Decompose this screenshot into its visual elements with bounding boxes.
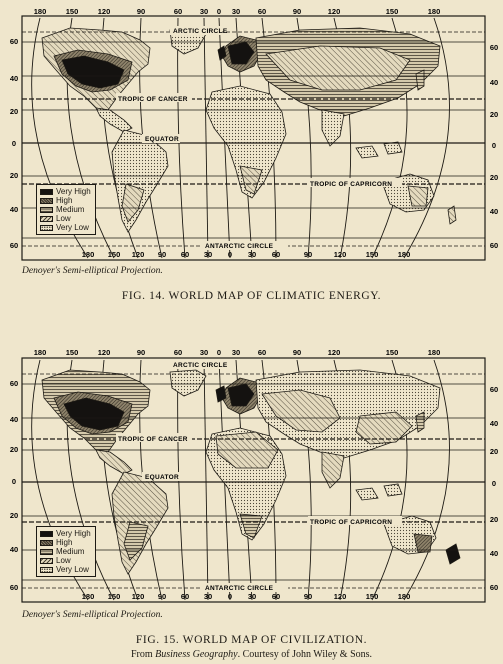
legend-label: Low xyxy=(56,556,71,565)
latitude-label: 20 xyxy=(9,107,19,116)
longitude-label: 150 xyxy=(107,592,121,601)
longitude-label: 30 xyxy=(231,7,241,16)
longitude-label: 120 xyxy=(333,592,347,601)
legend-entry xyxy=(40,547,91,556)
longitude-label: 120 xyxy=(333,250,347,259)
longitude-label: 0 xyxy=(216,7,222,16)
top-longitude-labels xyxy=(34,348,441,357)
indonesia xyxy=(356,146,378,158)
legend-swatch xyxy=(40,531,53,537)
longitude-label: 120 xyxy=(97,348,111,357)
longitude-label: 30 xyxy=(203,250,213,259)
latitude-label: 20 xyxy=(489,173,499,182)
latitude-label: 40 xyxy=(489,549,499,558)
legend-swatch xyxy=(40,540,53,546)
legend-swatch xyxy=(40,558,53,564)
longitude-label: 60 xyxy=(173,348,183,357)
longitude-label: 0 xyxy=(227,592,233,601)
longitude-label: 180 xyxy=(427,7,441,16)
continents xyxy=(42,28,456,232)
equator-label: EQUATOR xyxy=(145,474,180,481)
latitude-label: 0 xyxy=(491,479,497,488)
legend-entry xyxy=(40,556,91,565)
figure-caption: FIG. 14. WORLD MAP OF CLIMATIC ENERGY. xyxy=(121,290,382,302)
latitude-label: 40 xyxy=(9,205,19,214)
projection-credit: Denoyer's Semi-elliptical Projection. xyxy=(22,266,163,276)
longitude-label: 120 xyxy=(327,348,341,357)
source-suffix: . Courtesy of John Wiley & Sons. xyxy=(237,649,373,660)
bottom-longitude-labels xyxy=(82,250,411,259)
legend-label: Medium xyxy=(56,205,85,214)
latitude-label: 40 xyxy=(489,419,499,428)
map-legend xyxy=(36,526,96,577)
latitude-label: 0 xyxy=(491,141,497,150)
latitude-label: 20 xyxy=(9,171,19,180)
indonesia-east xyxy=(384,142,402,154)
longitude-label: 150 xyxy=(65,7,79,16)
longitude-label: 180 xyxy=(81,250,95,259)
longitude-label: 90 xyxy=(303,592,313,601)
longitude-label: 90 xyxy=(157,592,167,601)
right-latitude-labels xyxy=(490,43,498,250)
tropic-of-capricorn-label: TROPIC OF CAPRICORN xyxy=(310,519,393,526)
latitude-label: 60 xyxy=(489,583,499,592)
tropic-of-cancer-label: TROPIC OF CANCER xyxy=(118,96,188,103)
latitude-label: 60 xyxy=(489,385,499,394)
longitude-label: 150 xyxy=(107,250,121,259)
left-latitude-labels xyxy=(10,379,18,592)
arctic-circle-label: ARCTIC CIRCLE xyxy=(173,362,228,369)
legend-label: High xyxy=(56,538,73,547)
latitude-label: 20 xyxy=(489,110,499,119)
new-zealand xyxy=(448,206,456,224)
longitude-label: 60 xyxy=(180,250,190,259)
legend-swatch xyxy=(40,225,53,231)
latitude-label: 0 xyxy=(11,139,17,148)
longitude-label: 90 xyxy=(292,348,302,357)
longitude-label: 90 xyxy=(157,250,167,259)
latitude-label: 20 xyxy=(9,511,19,520)
legend-entry xyxy=(40,187,91,196)
longitude-label: 180 xyxy=(33,7,47,16)
legend-label: Very High xyxy=(56,187,91,196)
longitude-label: 90 xyxy=(136,348,146,357)
legend-label: Very High xyxy=(56,529,91,538)
longitude-label: 180 xyxy=(427,348,441,357)
continents xyxy=(42,370,460,574)
latitude-label: 60 xyxy=(489,241,499,250)
latitude-label: 60 xyxy=(489,43,499,52)
latitude-label: 20 xyxy=(489,515,499,524)
latitude-label: 20 xyxy=(489,447,499,456)
longitude-label: 30 xyxy=(199,7,209,16)
longitude-label: 90 xyxy=(136,7,146,16)
legend-entry xyxy=(40,223,91,232)
latitude-label: 60 xyxy=(9,583,19,592)
legend-label: Medium xyxy=(56,547,85,556)
right-latitude-labels xyxy=(490,385,498,592)
legend-swatch xyxy=(40,567,53,573)
longitude-label: 60 xyxy=(180,592,190,601)
longitude-label: 180 xyxy=(33,348,47,357)
indonesia xyxy=(356,488,378,500)
longitude-label: 120 xyxy=(97,7,111,16)
longitude-label: 30 xyxy=(231,348,241,357)
source-book-title: Business Geography xyxy=(155,649,238,660)
longitude-label: 180 xyxy=(397,592,411,601)
projection-credit: Denoyer's Semi-elliptical Projection. xyxy=(22,610,163,620)
latitude-label: 40 xyxy=(489,207,499,216)
bottom-longitude-labels xyxy=(82,592,411,601)
legend-swatch xyxy=(40,198,53,204)
australia-low-zone xyxy=(408,186,428,206)
arctic-circle-label: ARCTIC CIRCLE xyxy=(173,28,228,35)
legend-label: High xyxy=(56,196,73,205)
legend-label: Low xyxy=(56,214,71,223)
equator-label: EQUATOR xyxy=(145,136,180,143)
latitude-label: 60 xyxy=(9,379,19,388)
latitude-label: 40 xyxy=(489,78,499,87)
longitude-label: 60 xyxy=(257,7,267,16)
legend-label: Very Low xyxy=(56,223,89,232)
central-america xyxy=(96,450,132,474)
latitude-label: 20 xyxy=(9,445,19,454)
longitude-label: 30 xyxy=(247,250,257,259)
top-longitude-labels xyxy=(34,7,441,16)
source-credit xyxy=(0,649,503,660)
legend-entry xyxy=(40,205,91,214)
civilization-map-figure xyxy=(0,346,503,660)
south-america xyxy=(112,472,168,574)
longitude-label: 180 xyxy=(397,250,411,259)
longitude-label: 120 xyxy=(131,250,145,259)
longitude-label: 150 xyxy=(385,7,399,16)
climatic-energy-map-figure xyxy=(0,6,503,302)
longitude-label: 120 xyxy=(131,592,145,601)
legend-entry xyxy=(40,538,91,547)
source-prefix: From xyxy=(130,649,156,660)
latitude-label: 60 xyxy=(9,37,19,46)
latitude-label: 0 xyxy=(11,477,17,486)
longitude-label: 60 xyxy=(173,7,183,16)
longitude-label: 60 xyxy=(257,348,267,357)
tropic-of-capricorn-label: TROPIC OF CAPRICORN xyxy=(310,181,393,188)
longitude-label: 120 xyxy=(327,7,341,16)
longitude-label: 60 xyxy=(271,592,281,601)
longitude-label: 90 xyxy=(292,7,302,16)
legend-swatch xyxy=(40,189,53,195)
longitude-label: 0 xyxy=(227,250,233,259)
legend-entry xyxy=(40,196,91,205)
longitude-label: 150 xyxy=(385,348,399,357)
map-legend xyxy=(36,184,96,235)
antarctic-circle-label: ANTARCTIC CIRCLE xyxy=(205,585,274,592)
south-america xyxy=(112,130,168,232)
longitude-label: 150 xyxy=(65,348,79,357)
longitude-label: 90 xyxy=(303,250,313,259)
japan xyxy=(416,412,424,432)
latitude-label: 40 xyxy=(9,415,19,424)
longitude-label: 30 xyxy=(203,592,213,601)
legend-entry xyxy=(40,565,91,574)
japan xyxy=(416,70,424,90)
left-latitude-labels xyxy=(10,37,18,250)
india xyxy=(322,110,344,146)
central-america xyxy=(96,108,132,132)
figure-caption: FIG. 15. WORLD MAP OF CIVILIZATION. xyxy=(135,634,368,646)
indonesia-east xyxy=(384,484,402,496)
legend-entry xyxy=(40,214,91,223)
legend-swatch xyxy=(40,216,53,222)
antarctic-circle-label: ANTARCTIC CIRCLE xyxy=(205,243,274,250)
legend-swatch xyxy=(40,207,53,213)
legend-label: Very Low xyxy=(56,565,89,574)
longitude-label: 180 xyxy=(81,592,95,601)
latitude-label: 40 xyxy=(9,74,19,83)
latitude-label: 60 xyxy=(9,241,19,250)
longitude-label: 150 xyxy=(365,250,379,259)
longitude-label: 30 xyxy=(247,592,257,601)
tropic-of-cancer-label: TROPIC OF CANCER xyxy=(118,436,188,443)
latitude-label: 40 xyxy=(9,545,19,554)
legend-entry xyxy=(40,529,91,538)
longitude-label: 60 xyxy=(271,250,281,259)
legend-swatch xyxy=(40,549,53,555)
longitude-label: 0 xyxy=(216,348,222,357)
longitude-label: 30 xyxy=(199,348,209,357)
new-zealand xyxy=(446,544,460,564)
longitude-label: 150 xyxy=(365,592,379,601)
